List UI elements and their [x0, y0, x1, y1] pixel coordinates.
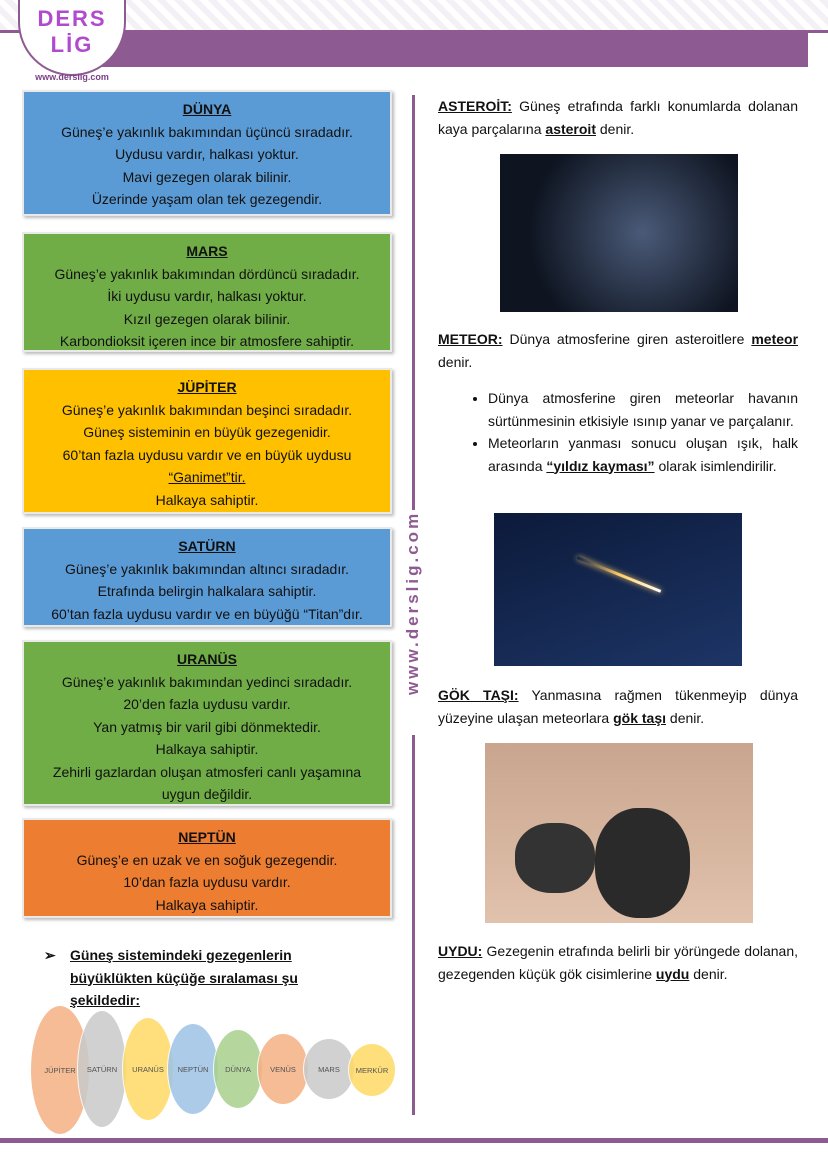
- meteorite-image: [485, 743, 753, 923]
- term: UYDU:: [438, 943, 483, 959]
- planet-line: Güneş’e yakınlık bakımından üçüncü sıradadır.: [61, 123, 353, 140]
- planet-line: Güneş’e yakınlık bakımından yedinci sıradadır.: [61, 673, 353, 690]
- size-order-heading: [44, 944, 344, 1012]
- bullet-text: Meteorların yanması sonucu oluşan ışık, halk arasında: [488, 435, 798, 474]
- planet-card-uranus: [22, 640, 392, 806]
- planet-line: 60’tan fazla uydusu vardır ve en büyük uydusu: [62, 446, 352, 463]
- column-divider: [412, 95, 415, 510]
- bullet-text: olarak isimlendirilir.: [658, 457, 777, 474]
- planet-title: DÜNYA: [182, 101, 232, 117]
- keyword: gök taşı: [613, 709, 667, 726]
- planet-line: Mavi gezegen olarak bilinir.: [122, 168, 292, 185]
- bullet-item: • Dünya atmosferine giren meteorlar havanın sürtünmesinin etkisiyle ısınıp yanar ve parçalanır.: [488, 387, 798, 432]
- planet-line: Güneş’e en uzak ve en soğuk gezegendir.: [76, 851, 338, 868]
- footer-bar: [0, 1138, 828, 1143]
- planet-line: Güneş’e yakınlık bakımından altıncı sıradadır.: [64, 560, 350, 577]
- size-ellipse: MERKÜR: [348, 1043, 396, 1097]
- planet-line: “Ganimet”tir.: [168, 469, 246, 485]
- planet-line: İki uydusu vardır, halkası yoktur.: [107, 288, 307, 304]
- definition-text: Dünya atmosferine giren asteroitlere: [509, 331, 745, 347]
- planet-card-saturn: [22, 527, 392, 627]
- planet-line: Yan yatmış bir varil gibi dönmektedir.: [93, 718, 321, 735]
- asteroid-definition: [438, 95, 798, 140]
- asteroid-image: [500, 154, 738, 312]
- logo-url: www.derslig.com: [35, 72, 109, 82]
- keyword: meteor: [751, 331, 799, 347]
- planet-title: SATÜRN: [178, 538, 236, 554]
- planet-card-mars: [22, 232, 392, 352]
- definition-end: denir.: [599, 120, 635, 137]
- planet-line: 10’dan fazla uydusu vardır.: [123, 874, 291, 890]
- size-ellipse: JÜPİTER: [30, 1005, 90, 1135]
- size-ellipse: VENÜS: [257, 1033, 309, 1105]
- planet-card-dunya: [22, 90, 392, 216]
- size-order-title: Güneş sistemindeki gezegenlerin büyüklükten küçüğe sıralaması şu şekildedir:: [70, 947, 298, 1008]
- arrow-bullet-icon: ➢: [44, 947, 56, 963]
- meteor-bullets: [462, 387, 798, 477]
- meteorite-definition: [438, 684, 798, 729]
- logo-brand: DERS LİG: [37, 6, 107, 57]
- planet-title: URANÜS: [177, 651, 237, 667]
- planet-line: Halkaya sahiptir.: [155, 491, 259, 508]
- planet-line: Kızıl gezegen olarak bilinir.: [123, 310, 291, 327]
- keyword: asteroit: [545, 120, 596, 137]
- watermark: www.derslig.com: [403, 510, 422, 695]
- planet-line: Güneş sisteminin en büyük gezegenidir.: [83, 424, 331, 440]
- planet-line: Halkaya sahiptir.: [155, 741, 259, 757]
- header-bar: [100, 33, 808, 67]
- size-ellipse: NEPTÜN: [167, 1023, 219, 1115]
- size-ellipse: SATÜRN: [77, 1010, 127, 1128]
- definition-text: Güneş etrafında farklı konumlarda dolanan kaya parçalarına: [438, 98, 799, 137]
- planet-line: uygun değildir.: [161, 786, 253, 802]
- definition-end: denir.: [438, 353, 473, 370]
- size-ellipse: URANÜS: [122, 1017, 174, 1121]
- planet-line: Güneş’e yakınlık bakımından beşinci sıradadır.: [61, 401, 353, 418]
- term: GÖK TAŞI:: [438, 687, 519, 703]
- definition-end: denir.: [693, 965, 728, 982]
- planet-line: Uydusu vardır, halkası yoktur.: [115, 146, 299, 162]
- planet-title: NEPTÜN: [178, 829, 236, 845]
- planet-line: Üzerinde yaşam olan tek gezegendir.: [91, 191, 323, 207]
- planet-line: Güneş’e yakınlık bakımından dördüncü sıradadır.: [54, 265, 360, 282]
- keyword: uydu: [655, 965, 690, 982]
- planet-card-jupiter: [22, 368, 392, 514]
- definition-end: denir.: [669, 709, 705, 726]
- term: ASTEROİT:: [438, 98, 512, 114]
- planet-line: Karbondioksit içeren ince bir atmosfere sahiptir.: [59, 333, 355, 349]
- size-ellipse: MARS: [303, 1038, 355, 1100]
- satellite-definition: [438, 940, 798, 985]
- meteor-definition: [438, 328, 798, 373]
- planet-line: Halkaya sahiptir.: [155, 896, 259, 913]
- planet-line: 60’tan fazla uydusu vardır ve en büyüğü “Titan”dır.: [51, 605, 363, 622]
- planet-title: JÜPİTER: [177, 379, 237, 395]
- planet-line: Etrafında belirgin halkalara sahiptir.: [97, 583, 317, 599]
- bullet-item: [488, 432, 798, 477]
- size-ellipse: DÜNYA: [213, 1029, 263, 1109]
- definition-text: Yanmasına rağmen tükenmeyip dünya yüzeyine ulaşan meteorlara: [438, 687, 798, 726]
- keyword: “yıldız kayması”: [546, 457, 655, 474]
- term: METEOR:: [438, 331, 503, 347]
- planet-line: Zehirli gazlardan oluşan atmosferi canlı yaşamına: [52, 763, 362, 780]
- planet-line: 20’den fazla uydusu vardır.: [123, 696, 291, 712]
- meteor-image: [494, 513, 742, 666]
- planet-card-neptun: [22, 818, 392, 918]
- planet-title: MARS: [186, 243, 228, 259]
- column-divider: [412, 735, 415, 1115]
- definition-text: Gezegenin etrafında belirli bir yörüngede dolanan, gezegenden küçük gök cisimlerine: [438, 943, 798, 982]
